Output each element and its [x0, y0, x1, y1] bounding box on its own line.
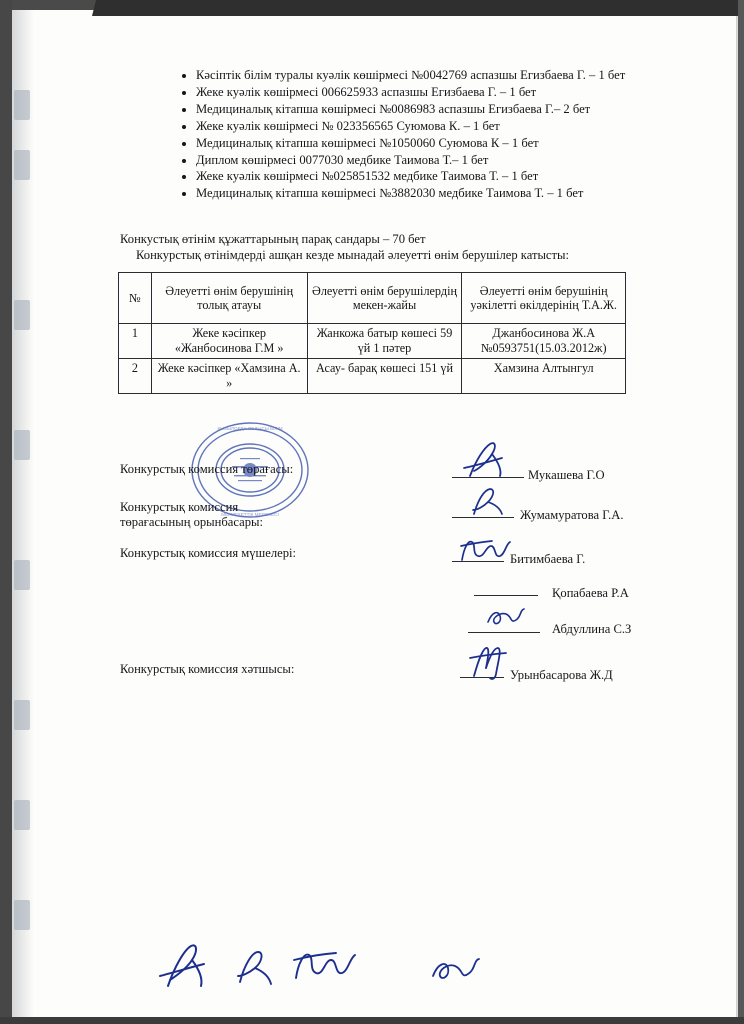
attached-documents-list: [178, 68, 716, 203]
handwritten-signature-chairman: [462, 440, 522, 482]
svg-text:МЕМЛЕКЕТТІК МЕКЕМЕСІ: МЕМЛЕКЕТТІК МЕКЕМЕСІ: [221, 512, 279, 517]
secretary-label: Конкурстық комиссия хәтшысы:: [120, 662, 295, 676]
handwritten-signature-bottom-4: [428, 954, 484, 986]
signatory-name: Қопабаева Р.А: [552, 586, 629, 600]
cell-rep: Хамзина Алтынгул: [462, 359, 626, 394]
cell-name: Жеке кәсіпкер «Жанбосинова Г.М »: [151, 324, 307, 359]
list-item: • Кәсіптік білім туралы куәлік көшірмесі №0042769 аспазшы Егизбаева Г. – 1 бет: [196, 68, 716, 83]
signatory-name: Урынбасарова Ж.Д: [510, 668, 613, 682]
table-header-number: №: [119, 273, 152, 324]
table-header-rep: Әлеуетті өнім берушінің уәкілетті өкілдерінің Т.А.Ж.: [462, 273, 626, 324]
handwritten-signature-member-1: [458, 534, 518, 568]
signatory-name: Мукашева Г.О: [528, 468, 605, 482]
signatory-name: Жумамуратова Г.А.: [520, 508, 624, 522]
handwritten-signature-bottom-1: [158, 942, 224, 992]
deputy-label-line1: Конкурстық комиссия: [120, 500, 239, 514]
handwritten-signature-deputy: [468, 486, 516, 520]
page-count-paragraph: Конкустық өтінім құжаттарының парақ сандары – 70 бет: [120, 232, 426, 246]
signature-rule: [468, 632, 540, 633]
list-item: • Жеке куәлік көшірмесі № 023356565 Суюмова К. – 1 бет: [196, 119, 716, 134]
list-item: • Жеке куәлік көшірмесі 006625933 аспазшы Егизбаева Г. – 1 бет: [196, 85, 716, 100]
table-header-address: Әлеуетті өнім берушілердің мекен-жайы: [307, 273, 462, 324]
deputy-label-line2: төрағасының орынбасары:: [120, 515, 263, 529]
signature-rule: [452, 517, 514, 518]
signatory-name: Абдуллина С.З: [552, 622, 632, 636]
table-row: [119, 324, 626, 359]
cell-number: 2: [119, 359, 152, 394]
signature-rule: [452, 477, 524, 478]
table-row: [119, 359, 626, 394]
cell-rep: Джанбосинова Ж.А №0593751(15.03.2012ж): [462, 324, 626, 359]
signature-rule: [452, 561, 504, 562]
handwritten-signature-bottom-2: [232, 948, 286, 990]
cell-number: 1: [119, 324, 152, 359]
signature-rule: [474, 595, 538, 596]
svg-text:ҚЫЗЫЛОРДА ОБЛЫСЫ БІЛІМ: ҚЫЗЫЛОРДА ОБЛЫСЫ БІЛІМ: [217, 426, 283, 431]
cell-name: Жеке кәсіпкер «Хамзина А. »: [151, 359, 307, 394]
potential-suppliers-table: [118, 272, 626, 394]
signature-rule: [460, 677, 504, 678]
list-item: • Жеке куәлік көшірмесі №025851532 медбике Таимова Т. – 1 бет: [196, 169, 716, 184]
signatory-name: Битимбаева Г.: [510, 552, 586, 566]
handwritten-signature-member-2: [484, 604, 528, 630]
table-header-name: Әлеуетті өнім берушінің толық атауы: [151, 273, 307, 324]
chairman-label: Конкурстық комиссия төрағасы:: [120, 462, 294, 476]
table-header-row: [119, 273, 626, 324]
handwritten-signature-bottom-3: [292, 946, 366, 988]
list-item: • Медициналық кітапша көшірмесі №1050060 Суюмова К – 1 бет: [196, 136, 716, 151]
cell-address: Жанкожа батыр көшесі 59 үй 1 пәтер: [307, 324, 462, 359]
cell-address: Асау- барақ көшесі 151 үй: [307, 359, 462, 394]
list-item: • Медициналық кітапша көшірмесі №3882030 медбике Таимова Т. – 1 бет: [196, 186, 716, 201]
opening-paragraph: Конкурстық өтінімдерді ашқан кезде мынадай әлеуетті өнім берушілер катысты:: [136, 248, 569, 262]
list-item: • Диплом көшірмесі 0077030 медбике Таимова Т.– 1 бет: [196, 153, 716, 168]
members-label: Конкурстық комиссия мүшелері:: [120, 546, 296, 560]
list-item: • Медициналық кітапша көшірмесі №0086983 аспазшы Егизбаева Г.– 2 бет: [196, 102, 716, 117]
